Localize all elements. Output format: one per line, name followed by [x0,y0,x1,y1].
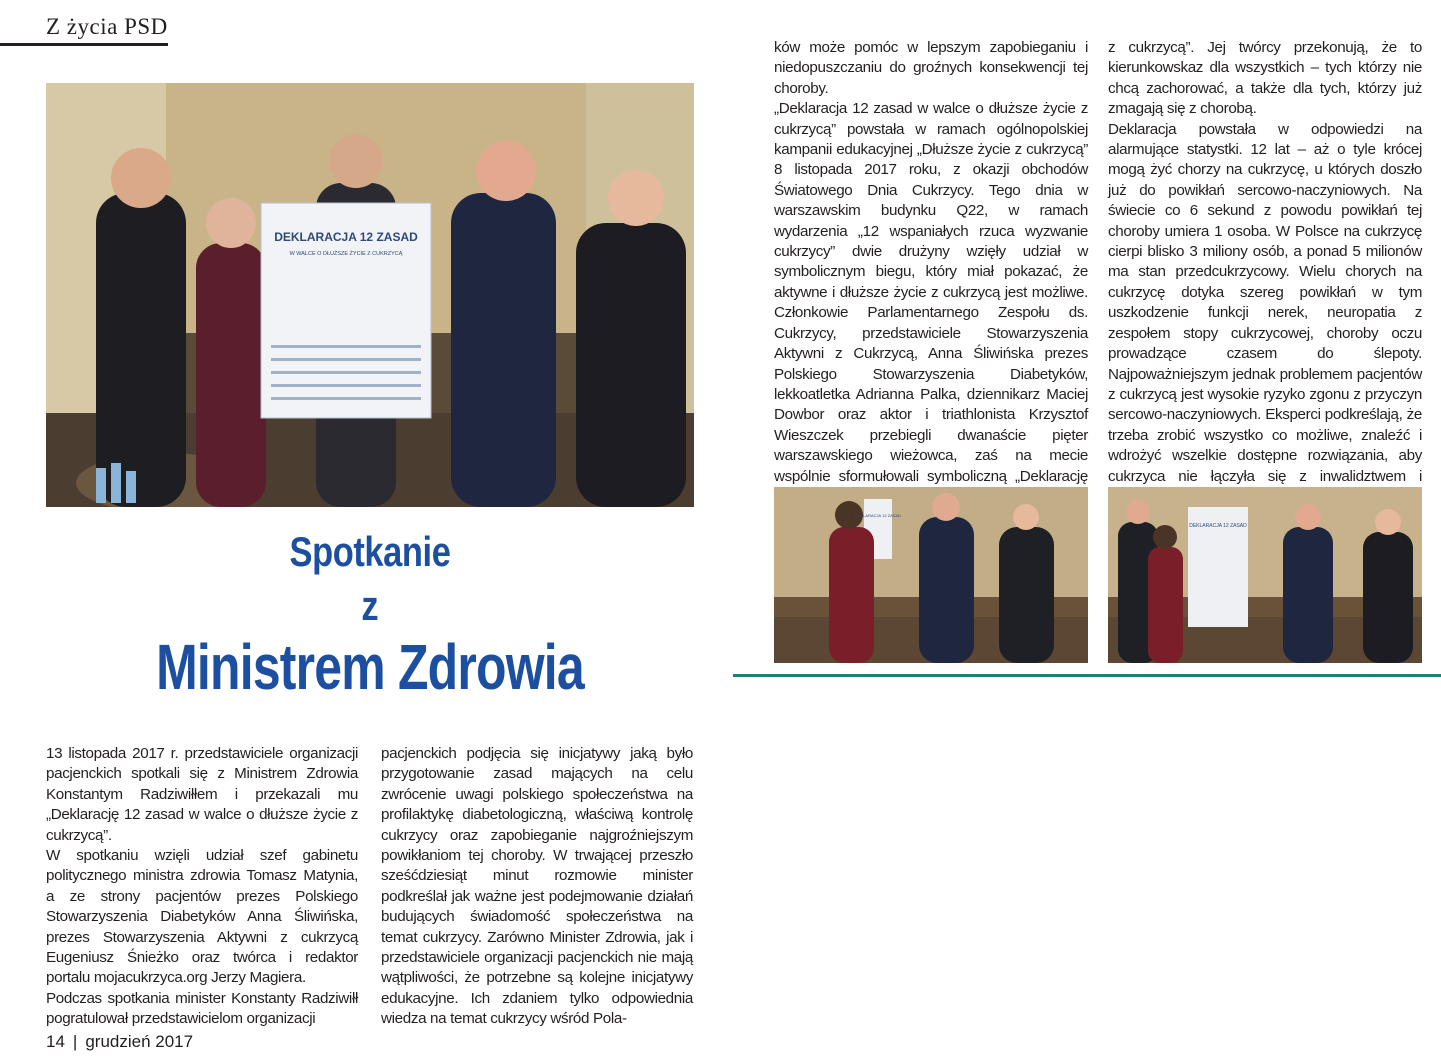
paragraph: z cukrzycą”. Jej twórcy przekonują, że to kierunkowskaz dla wszystkich – tych którzy nie chcą zachorować, a także dla tych, którzy już zmagają się z chorobą. [1108,39,1422,118]
article-title-line2: z [361,582,379,629]
paragraph: 13 listopada 2017 r. przedstawiciele organizacji pacjenckich spotkali się z Ministrem Zdrowia Konstantym Radziwiłłem i przekazali mu „Deklarację 12 zasad w walce o dłuższe życie z cukrzycą”. [46,745,358,844]
poster-title: DEKLARACJA 12 ZASAD [274,230,418,244]
small-photo-right [1108,487,1422,663]
paragraph: pacjenckich podjęcia się inicjatywy jaką było przygotowanie zasad mających na celu zwrócenie uwagi polskiego społeczeństwa na profilaktykę diabetologiczną, właściwą kontrolę cukrzycy oraz zapobieganie najgroźniejszym powikłaniom tej choroby. W trwającej przeszło sześćdziesiąt minut rozmowie minister podkreślał jak ważne jest podejmowanie działań budujących świadomość społeczeństwa na temat cukrzycy. Zarówno Minister Zdrowia, jak i przedstawiciele organizacji pacjenckich nie mają wątpliwości, że potrzebne są kolejne inicjatywy edukacyjne. Ich zdaniem tylko odpowiednia wiedza na temat cukrzycy wśród Pola- [381,745,693,1028]
article-column-2 [381,744,693,1030]
section-label: Z życia PSD [46,14,168,39]
article-title-line3: Ministrem Zdrowia [156,631,584,703]
small-photo-left [774,487,1088,663]
main-photo [46,83,694,507]
page-footer [46,1032,193,1052]
article-column-4 [1108,38,1422,507]
article-column-3 [774,38,1088,507]
poster-text: DEKLARACJA 12 ZASAD [1189,523,1247,529]
page-number: 14 [46,1032,65,1051]
teal-divider [733,674,1441,677]
footer-separator: | [72,1032,78,1051]
paragraph: Podczas spotkania minister Konstanty Radziwiłł pogratulował przedstawicielom organizacji [46,989,358,1028]
poster-text: DEKLARACJA 12 ZASAD [854,513,902,518]
paragraph: ków może pomóc w lepszym zapobieganiu i niedopuszczaniu do groźnych konsekwencji tej choroby. [774,39,1088,97]
issue-date: grudzień 2017 [85,1032,194,1051]
paragraph: Deklaracja powstała w odpowiedzi na alarmujące statystki. 12 lat – aż o tyle krócej mogą żyć chorzy na cukrzycę, u których doszło już do powikłań sercowo-naczyniowych. Na świecie co 6 sekund z powodu powikłań tej choroby umiera 1 osoba. W Polsce na cukrzycę cierpi blisko 3 miliony osób, a ponad 5 milionów ma stan przedcukrzycowy. Wielu chorych na cukrzycę dotyka szereg powikłań w tym uszkodzenie funkcji nerek, neuropatia z zespołem stopy cukrzycowej, choroby oczu prowadzące czasem do ślepoty. Najpoważniejszym jednak problemem pacjentów z cukrzycą jest wysokie ryzyko zgonu z przyczyn sercowo-naczyniowych. Eksperci podkreślają, że trzeba zrobić wszystko co możliwe, znaleźć i wdrożyć wszelkie dostępne rozwiązania, aby cukrzyca nie łączyła się z inwalidztwem i [1108,120,1422,485]
paragraph: W spotkaniu wzięli udział szef gabinetu politycznego ministra zdrowia Tomasz Matynia, a ze strony pacjentów prezes Polskiego Stowarzyszenia Diabetyków Anna Śliwińska, prezes Stowarzyszenia Aktywni z cukrzycą Eugeniusz Śnieżko oraz twórca i redaktor portalu mojacukrzyca.org Jerzy Magiera. [46,847,358,987]
paragraph: „Deklaracja 12 zasad w walce o dłuższe życie z cukrzycą” powstała w ramach ogólnopolskiej kampanii edukacyjnej „Dłuższe życie z cukrzycą” 8 listopada 2017 roku, z okazji obchodów Światowego Dnia Cukrzycy. Tego dnia w warszawskim budynku Q22, w ramach wydarzenia „12 wspaniałych rzuca wyzwanie cukrzycy” dwie drużyny wzięły udział w symbolicznym biegu, który miał pokazać, że aktywne i dłuższe życie z cukrzycą jest możliwe. Członkowie Parlamentarnego Zespołu ds. Cukrzycy, przedstawiciele Stowarzyszenia Aktywni z Cukrzycą, Anna Śliwińska prezes Polskiego Stowarzyszenia Diabetyków, lekkoatletka Adrianna Palka, dziennikarz Maciej Dowbor oraz aktor i triathlonista Krzysztof Wieszczek przebiegli dwanaście pięter warszawskiego wieżowca, zaś na mecie wspólnie sformułowali symboliczną „Deklarację [774,100,1088,485]
section-rule [0,43,168,46]
article-column-1 [46,744,358,1030]
poster-subtitle: W WALCE O DŁUŻSZE ŻYCIE Z CUKRZYCĄ [289,251,403,257]
article-title-line1: Spotkanie [289,528,451,575]
